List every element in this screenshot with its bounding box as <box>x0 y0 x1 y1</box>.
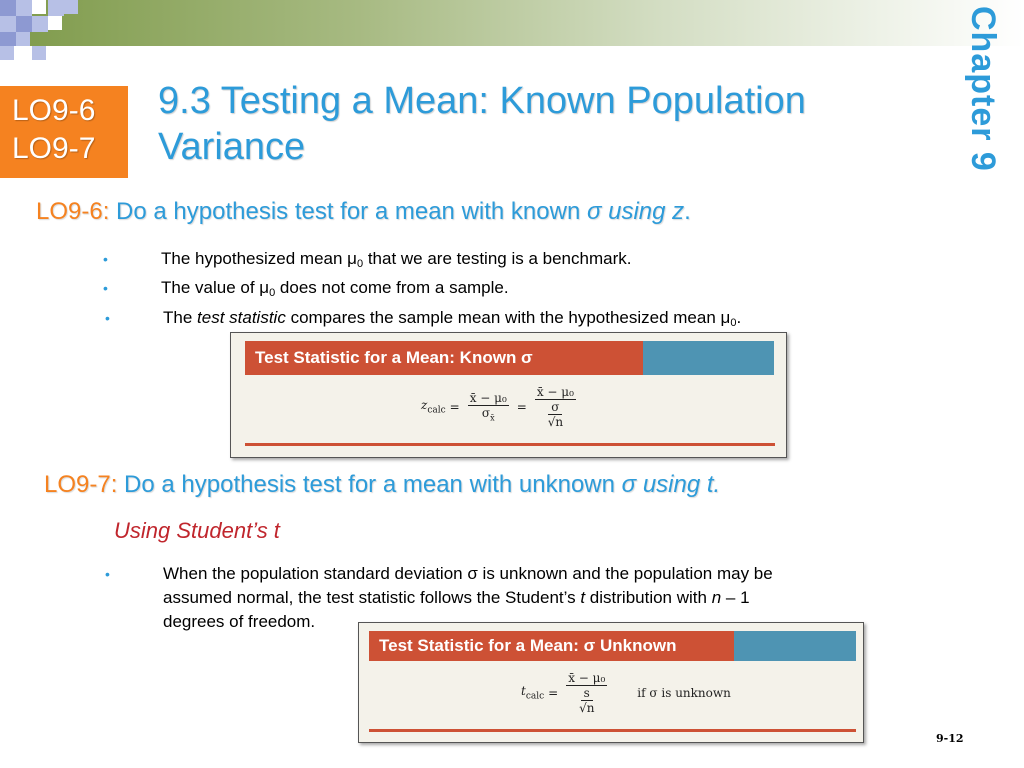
bullet-text: compares the sample mean with the hypothesized mean <box>285 308 721 327</box>
figure-header-accent <box>734 631 856 661</box>
equals-sign: = <box>548 686 559 700</box>
slide-title: 9.3 Testing a Mean: Known Population Variance <box>158 80 806 168</box>
lo-badge-line2: LO9-7 <box>12 132 96 165</box>
chapter-label: Chapter 9 <box>964 6 1002 172</box>
bullet-item <box>103 247 632 276</box>
subscript: 0 <box>269 287 276 299</box>
lo9-6-code: LO9-6: <box>36 198 110 225</box>
formula-condition: if σ is unknown <box>637 686 731 700</box>
bullet-text: The value of <box>161 278 260 297</box>
lo9-7-tail: using t. <box>642 471 721 498</box>
bullet-text: The <box>163 308 198 327</box>
bullet-text: The hypothesized mean <box>161 249 348 268</box>
bullet-item <box>103 276 509 305</box>
t-formula <box>521 671 731 715</box>
fraction: x̄ − μ₀ s √n <box>568 671 606 715</box>
equals-sign: = <box>516 400 527 414</box>
bullet-dot-icon: • <box>103 251 108 267</box>
figure-header: Test Statistic for a Mean: σ Unknown <box>369 631 734 661</box>
bullet-item <box>105 306 742 335</box>
fraction: $\frac{\text{x̄ − μ₀}}{\sigma_{x̄}}$ <box>469 391 507 423</box>
figure-unknown-sigma <box>358 622 864 743</box>
mu-symbol: μ <box>720 308 731 327</box>
bullet-text: does not come from a sample. <box>275 278 509 297</box>
lo9-7-heading <box>44 471 720 499</box>
emphasis-text: test statistic <box>197 308 286 327</box>
subscript: 0 <box>356 258 364 270</box>
lo9-6-tail: using z <box>608 198 685 225</box>
lo9-6-period: . <box>684 198 691 225</box>
figure-header: Test Statistic for a Mean: Known σ <box>245 341 643 375</box>
lo9-6-text: Do a hypothesis test for a mean with known <box>116 198 581 225</box>
figure-bottom-rule <box>245 443 775 446</box>
learning-objective-badge <box>0 86 128 178</box>
lo9-7-code: LO9-7: <box>44 471 118 498</box>
fraction: x̄ − μ₀ σ √n <box>536 385 574 429</box>
lo9-7-symbol: σ <box>621 471 637 498</box>
mu-symbol: μ <box>259 278 270 297</box>
page-number: 9-12 <box>936 732 964 745</box>
subheading-students-t: Using Student’s t <box>114 518 280 543</box>
lo-badge-line1: LO9-6 <box>12 94 96 127</box>
bullet-item: • When the population standard deviation σ is unknown and the population may be assumed normal, the test statistic follows the Student’s t distribution with n – 1 degrees of freedom. <box>105 564 773 631</box>
lo9-6-heading <box>36 198 691 226</box>
formula-lhs: $z_{calc}$ <box>421 398 446 416</box>
bullet-text: . <box>736 308 742 327</box>
formula-lhs: $t_{calc}$ <box>521 684 545 702</box>
equals-sign: = <box>449 400 460 414</box>
z-formula <box>421 385 580 429</box>
mu-symbol: μ <box>347 249 357 268</box>
lo9-7-text: Do a hypothesis test for a mean with unknown <box>124 471 615 498</box>
figure-known-sigma <box>230 332 787 458</box>
bullet-dot-icon: • <box>105 310 110 326</box>
bullet-dot-icon: • <box>103 280 108 296</box>
figure-header-accent <box>643 341 774 375</box>
bullet-dot-icon: • <box>105 566 110 582</box>
bullet-text: that we are testing is a benchmark. <box>363 249 632 268</box>
figure-bottom-rule <box>369 729 856 732</box>
subscript: 0 <box>730 317 737 329</box>
header-gradient-bar <box>0 0 1024 46</box>
lo9-6-symbol: σ <box>586 198 602 225</box>
